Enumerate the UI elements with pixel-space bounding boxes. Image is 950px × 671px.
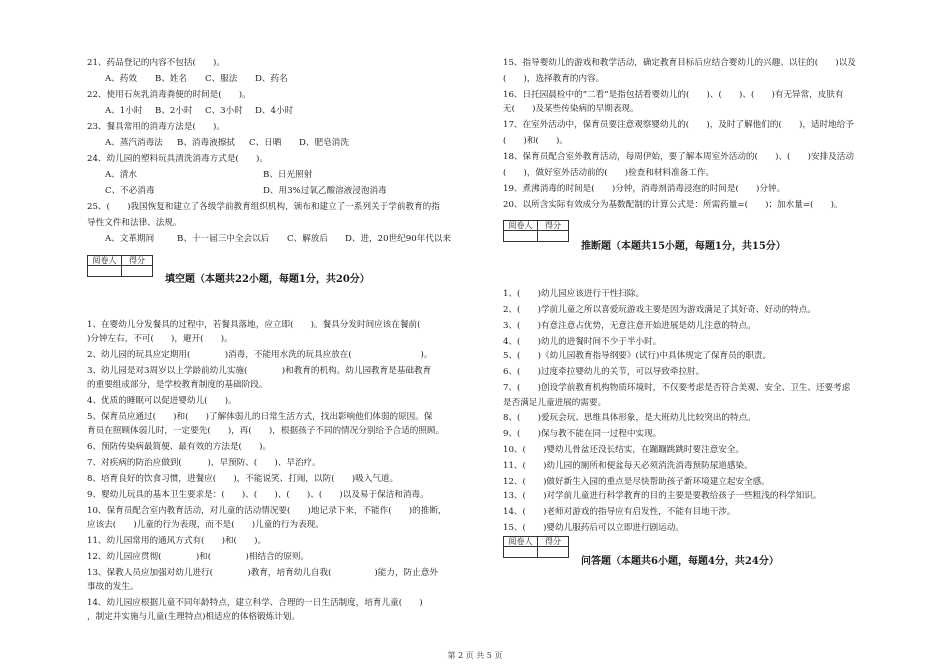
option-c: C、不必消毒	[105, 186, 155, 196]
reviewer-label: 阅卷人	[504, 221, 538, 231]
option-b: B、十一届三中全会以后	[177, 234, 270, 244]
fill-line: 事故的发生。	[87, 582, 139, 592]
reviewer-cell	[504, 547, 538, 557]
fill-line: 无( )及某些传染病的早期表现。	[503, 104, 639, 114]
fill-line: )分钟左右，不可( )，避开( )。	[87, 334, 233, 344]
option-a: A、1小时	[105, 106, 143, 116]
fill-line: ，制定并实施与儿童(生理特点)相适应的体格锻炼计划。	[87, 612, 300, 622]
option-b: B、姓名	[155, 74, 188, 84]
page-footer: 第 2 页 共 5 页	[447, 651, 503, 660]
fill-line: 应该去( )儿童的行为表现，而不是( )儿童的行为表现。	[87, 520, 324, 530]
judge-line: 9、( )保与教不能在同一过程中实现。	[503, 429, 662, 439]
option-d: D、用3%过氧乙酸溶液浸泡消毒	[263, 186, 387, 196]
fill-line: ( )，选择教育的内容。	[503, 74, 605, 84]
fill-line: 12、幼儿园应贯彻( )和( )相结合的原则。	[87, 552, 310, 562]
fill-line: 育员在照顾体弱儿时，一定要先( )，再( )，根据孩子不同的情况分别给予合适的照顾。	[87, 426, 445, 436]
judge-line: 8、( )爱玩会玩、思维具体形象，是大班幼儿比较突出的特点。	[503, 413, 756, 423]
judge-line: 12、( )做好新生入园的重点是尽快帮助孩子新环境建立起安全感。	[503, 477, 770, 487]
judge-line: 7、( )创设学前教育机构物质环境时，不仅要考虑是否符合美观、安全、卫生、还要考虑	[503, 383, 851, 393]
judge-line: 6、( )过度牵拉婴幼儿的关节，可以导致牵拉肘。	[503, 367, 705, 377]
score-label: 得分	[122, 256, 152, 266]
fill-line: 8、培育良好的饮食习惯，进餐应( )，不能说笑、打闹，以防( )吸入气道。	[87, 474, 399, 484]
option-c: C、服法	[205, 74, 238, 84]
fill-line: 2、幼儿园的玩具应定期用( )消毒，不能用水洗的玩具应放在( )。	[87, 350, 433, 360]
fill-line: 6、预防传染病最简便、最有效的方法是( )。	[87, 442, 272, 452]
score-label: 得分	[538, 221, 568, 231]
judge-line: 5、( )《幼儿园教育指导纲要》(试行)中具体规定了保育员的职责。	[503, 351, 772, 361]
option-d: D、4小时	[255, 106, 294, 116]
fill-line: 19、煮沸消毒的时间是( )分钟，消毒剂消毒浸泡的时间是( )分钟。	[503, 184, 786, 194]
fill-line: 16、日托园晨检中的“二看”是指包括看婴幼儿的( )、( )、( )有无异常，皮肤有	[503, 90, 844, 100]
fill-line: 3、幼儿园是对3周岁以上学龄前幼儿实施( )和教育的机构。幼儿园教育是基础教育	[87, 366, 432, 376]
fill-line: 14、幼儿园应根据儿童不同年龄特点，建立科学、合理的一日生活制度，培育儿童( )	[87, 598, 423, 608]
option-c: C、解放后	[287, 234, 328, 244]
fill-line: 1、在婴幼儿分发餐具的过程中，若餐具落地，应立即( )。餐具分发时间应该在餐前(	[87, 320, 438, 330]
fill-line: 4、优质的睡眠可以促进婴幼儿( )。	[87, 396, 237, 406]
option-c: C、日晒	[249, 138, 282, 148]
judge-line: 15、( )婴幼儿服药后可以立即进行剧运动。	[503, 523, 684, 533]
score-box	[503, 536, 569, 558]
option-b: B、消毒液擦拭	[177, 138, 235, 148]
reviewer-cell	[88, 266, 122, 276]
judge-line: 2、( )学前儿童之所以喜爱玩游戏主要是因为游戏满足了其好奇、好动的特点。	[503, 305, 816, 315]
question-24-options-ab	[87, 170, 312, 181]
judge-line: 1、( )幼儿园应该进行干性扫除。	[503, 289, 645, 299]
option-d: D、肥皂消洗	[299, 138, 349, 148]
option-c: C、3小时	[205, 106, 243, 116]
fill-line: 17、在室外活动中，保育员要注意观察婴幼儿的( )，及时了解他们的( )，适时地给予	[503, 120, 854, 130]
reviewer-label: 阅卷人	[504, 537, 538, 547]
score-box	[87, 255, 153, 277]
judge-line: 10、( )婴幼儿骨盆还没长结实，在蹦蹦跳跳时要注意安全。	[503, 445, 745, 455]
question-24-options-cd	[87, 186, 387, 197]
score-box	[503, 220, 569, 242]
fill-line: ( )，做好室外活动前的( )检查和材料准备工作。	[503, 168, 715, 178]
right-column	[503, 0, 923, 671]
reviewer-label: 阅卷人	[88, 256, 122, 266]
fill-line: 18、保育员配合室外教育活动，每周伊始，要了解本周室外活动的( )、( )安排及活动	[503, 152, 854, 162]
fill-line: 20、以所含实际有效成分为基数配制的计算公式是：所需药量=( )；加水量=( )。	[503, 200, 843, 210]
judge-line: 4、( )幼儿的进餐时间不少于半小时。	[503, 337, 662, 347]
judge-line: 3、( )有意注意占优势，无意注意开始进展是幼儿注意的特点。	[503, 321, 756, 331]
question-25-line2: 导性文件和法律、法规。	[87, 218, 182, 228]
fill-line: 的重要组成部分，是学校教育制度的基础阶段。	[87, 380, 268, 390]
option-a: A、药效	[105, 74, 137, 84]
question-23: 23、餐具常用的消毒方法是( )。	[87, 122, 225, 132]
fill-line: 11、幼儿园常用的通风方式有( )和( )。	[87, 536, 267, 546]
question-22-options	[87, 106, 305, 117]
question-25-line1: 25、( )我国恢复和建立了各级学前教育组织机构，颁布和建立了一系列关于学前教育的指	[87, 202, 440, 212]
fill-line: 15、指导婴幼儿的游戏和教学活动，确定教育目标后应结合婴幼儿的兴趣、以往的( )以及	[503, 58, 856, 68]
fill-line: 10、保育员配合室内教育活动，对儿童的活动情况要( )地记录下来，不能作( )的推断，	[87, 506, 447, 516]
judge-line: 11、( )幼儿园的厕所和便盆每天必须消洗消毒预防尿道感染。	[503, 461, 753, 471]
fill-line: ( )和( )。	[503, 136, 568, 146]
section-title-judge: 推断题（本题共15小题，每题1分，共15分）	[581, 241, 786, 252]
question-24: 24、幼儿园的塑料玩具清洗消毒方式是( )。	[87, 154, 268, 164]
judge-line: 14、( )老师对游戏的指导应有启发性，不能有目地干涉。	[503, 507, 736, 517]
question-25-options	[87, 234, 451, 245]
fill-line: 5、保育员应通过( )和( )了解体弱儿的日常生活方式，找出影响他们体弱的原因。保	[87, 412, 433, 422]
question-22: 22、使用石灰乳消毒粪便的时间是( )。	[87, 90, 251, 100]
question-23-options	[87, 138, 359, 149]
option-a: A、蒸汽消毒法	[105, 138, 163, 148]
option-b: B、日光照射	[263, 170, 313, 180]
section-title-qa: 问答题（本题共6小题，每题4分，共24分）	[581, 556, 779, 567]
left-column	[87, 0, 507, 671]
fill-line: 13、保教人员应加强对幼儿进行( )教育，培育幼儿自我( )能力，防止意外	[87, 568, 438, 578]
score-label: 得分	[538, 537, 568, 547]
section-title-fill: 填空题（本题共22小题，每题1分，共20分）	[165, 274, 370, 285]
option-d: D、进，20世纪90年代以来	[345, 234, 452, 244]
option-a: A、文革期间	[105, 234, 155, 244]
option-d: D、药名	[255, 74, 288, 84]
fill-line: 9、婴幼儿玩具的基本卫生要求是：( )、( )、( )、( )以及易于保洁和消毒。	[87, 490, 429, 500]
judge-line: 13、( )对学前儿童进行科学教育的目的主要是要教给孩子一些粗浅的科学知识。	[503, 491, 822, 501]
fill-line: 7、对疾病的防治应做到( )，早预防、( )、早治疗。	[87, 458, 321, 468]
reviewer-cell	[504, 231, 538, 241]
option-b: B、2小时	[155, 106, 193, 116]
judge-line: 是否满足儿童进展的需要。	[503, 398, 607, 408]
question-21: 21、药品登记的内容不包括( )。	[87, 58, 225, 68]
option-a: A、清水	[105, 170, 137, 180]
question-21-options	[87, 74, 305, 85]
